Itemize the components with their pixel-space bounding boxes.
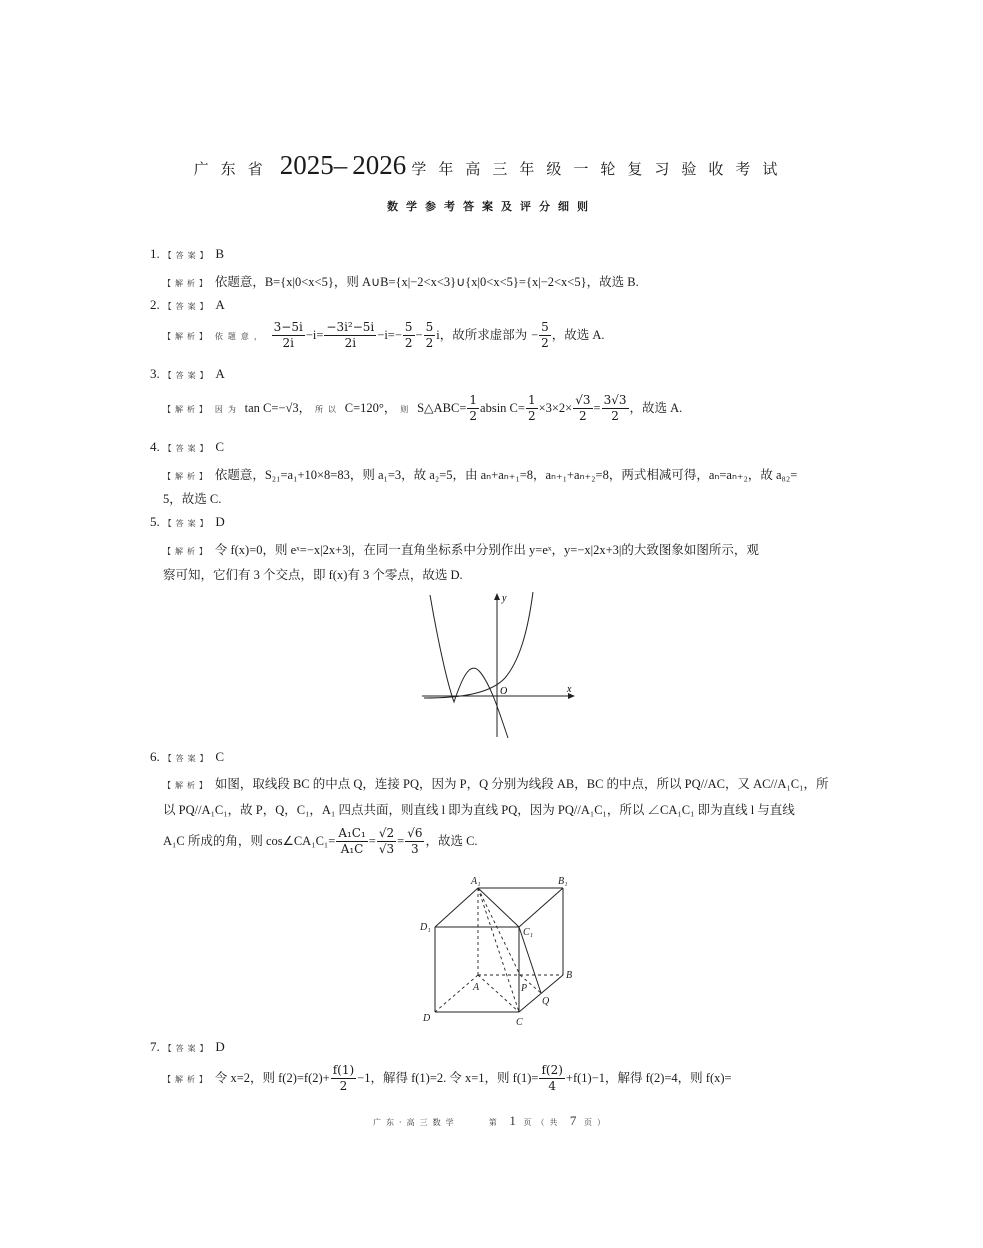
- fraction: $\frac{f(2)}{4}$: [541, 1063, 563, 1093]
- q5-number: 5.: [150, 514, 160, 529]
- answer-label: 【答案】: [163, 444, 212, 453]
- page-total: 7: [569, 1113, 577, 1128]
- vertex-d: D: [423, 1013, 431, 1024]
- q6-analysis-line3: A₁C 所成的角，则 cos∠CA₁C₁= $\frac{\text{A₁C₁}}{\text{A₁C}}$ = $\frac{√2}{√3}$ = $\frac{√6}{3}$ ，故选 C.: [163, 826, 478, 856]
- title-year-end: 2026: [352, 150, 407, 180]
- vertex-b1: B₁: [558, 876, 568, 887]
- exp-curve: [424, 592, 533, 698]
- answer-label: 【答案】: [163, 754, 212, 763]
- title-suffix: 学年高三年级一轮复习验收考试: [411, 160, 790, 178]
- q5-answer-line: [150, 514, 225, 530]
- q5-answer: D: [215, 514, 225, 529]
- fraction: $\frac{5}{2}$: [541, 320, 549, 350]
- q7-analysis: 【解析】 令 x=2，则 f(2)=f(2)+ $\frac{f(1)}{2}$ −1，解得 f(1)=2. 令 x=1，则 f(1)= $\frac{f(2)}{4}$ +f(1)−1，解得 f(2)=4，则 f(x)=: [163, 1063, 732, 1093]
- q1-number: 1.: [150, 246, 160, 261]
- fraction: $\frac{1}{2}$: [527, 393, 536, 423]
- q3-answer: A: [215, 366, 225, 381]
- fraction: $\frac{√2}{√3}$: [378, 826, 395, 856]
- q6-number: 6.: [150, 749, 160, 764]
- analysis-label: 【解析】: [163, 472, 211, 481]
- q1-answer: B: [215, 246, 225, 261]
- q2-answer: A: [215, 297, 225, 312]
- y-axis-arrow: [494, 593, 500, 600]
- point-q: Q: [542, 996, 550, 1007]
- page-number: 1: [509, 1113, 516, 1128]
- q3-number: 3.: [150, 366, 160, 381]
- q4-analysis: [163, 465, 797, 483]
- analysis-label: 【解析】: [163, 279, 211, 288]
- fraction: $\frac{5}{2}$: [404, 320, 413, 350]
- q6-analysis-line2: 以 PQ//A₁C₁，故 P，Q，C₁，A₁ 四点共面，则直线 l 即为直线 PQ，因为 PQ//A₁C₁，所以 ∠CA₁C₁ 即为直线 l 与直线: [163, 803, 795, 817]
- q7-answer: D: [215, 1039, 225, 1054]
- q4-analysis-line2: 5，故选 C.: [163, 492, 222, 506]
- abs-curve: [430, 595, 508, 738]
- page-title: [0, 150, 983, 181]
- page-subtitle: 数学参考答案及评分细则: [387, 200, 596, 213]
- q6-cube-figure: [415, 872, 585, 1032]
- fraction: $\frac{√6}{3}$: [407, 826, 423, 856]
- analysis-label: 【解析】: [163, 781, 211, 790]
- q4-answer: C: [215, 439, 225, 454]
- answer-label: 【答案】: [163, 302, 212, 311]
- vertex-a: A: [473, 982, 480, 993]
- analysis-label: 【解析】: [163, 332, 211, 341]
- vertex-c1: C₁: [523, 927, 534, 938]
- q2-answer-line: [150, 297, 225, 313]
- q5-function-graph: [420, 590, 580, 740]
- point-p: P: [521, 983, 528, 994]
- analysis-label: 【解析】: [163, 405, 211, 414]
- fraction: $\frac{1}{2}$: [469, 393, 478, 423]
- q7-answer-line: [150, 1039, 225, 1055]
- q2-analysis: 【解析】 依题意， $\frac{3-5i}{2i}$ −i= $\frac{\text{−3i²−5i}}{2i}$ −i=− $\frac{5}{2}$ − $\frac{5}{2}$ i，故所求虚部为 − $\frac{5}{2}$ ，故选 A.: [163, 320, 605, 350]
- q6-answer: C: [215, 749, 225, 764]
- fraction: $\frac{\text{A₁C₁}}{\text{A₁C}}$: [338, 826, 366, 856]
- q3-answer-line: [150, 366, 225, 382]
- fraction: $\frac{√3}{2}$: [575, 393, 591, 423]
- q6-analysis: 【解析】 如图，取线段 BC 的中点 Q，连接 PQ，因为 P，Q 分别为线段 AB，BC 的中点，所以 PQ//AC，又 AC//A₁C₁，所: [163, 777, 829, 791]
- page-footer: 广东·高三数学 第 1 页（共 7 页）: [373, 1113, 610, 1128]
- q4-number: 4.: [150, 439, 160, 454]
- q6-answer-line: [150, 749, 224, 765]
- q1-analysis: [163, 272, 639, 290]
- q5-analysis-line2: 察可知，它们有 3 个交点，即 f(x)有 3 个零点，故选 D.: [163, 568, 463, 582]
- fraction: $\frac{3√3}{2}$: [603, 393, 627, 423]
- analysis-label: 【解析】: [163, 547, 211, 556]
- vertex-a1: A₁: [471, 876, 481, 887]
- vertex-c: C: [516, 1017, 523, 1028]
- q1-answer-line: [150, 246, 224, 262]
- q5-analysis: 【解析】 令 f(x)=0，则 eˣ=−x|2x+3|，在同一直角坐标系中分别作出 y=eˣ，y=−x|2x+3|的大致图象如图所示，观: [163, 543, 759, 557]
- answer-label: 【答案】: [163, 371, 212, 380]
- fraction: $\frac{3-5i}{2i}$: [273, 320, 303, 350]
- q4-analysis-text: 依题意，S₂₁=a₁+10×8=83，则 a₁=3，故 a₂=5，由 aₙ+aₙ₊₁=8，aₙ₊₁+aₙ₊₂=8，两式相减可得，aₙ=aₙ₊₂，故 a₈₂=: [214, 468, 798, 482]
- q4-answer-line: [150, 439, 224, 455]
- origin-label: O: [500, 686, 508, 697]
- footer-label: 广东·高三数学: [373, 1118, 459, 1127]
- fraction: $\frac{\text{−3i²−5i}}{2i}$: [326, 320, 375, 350]
- title-prefix: 广东省: [193, 160, 275, 178]
- answer-label: 【答案】: [163, 1044, 212, 1053]
- q2-number: 2.: [150, 297, 160, 312]
- analysis-label: 【解析】: [163, 1075, 211, 1084]
- q1-analysis-text: 依题意，B={x|0<x<5}，则 A∪B={x|−2<x<3}∪{x|0<x<5}={x|−2<x<5}，故选 B.: [214, 275, 639, 289]
- q3-analysis: 【解析】 因为 tan C=−√3， 所以 C=120°， 则 S△ABC= $\frac{1}{2}$ absin C= $\frac{1}{2}$ ×3×2× $\frac{√3}{2}$ = $\frac{3√3}{2}$ ，故选 A.: [163, 393, 683, 423]
- fraction: $\frac{5}{2}$: [425, 320, 434, 350]
- vertex-b: B: [566, 970, 573, 981]
- answer-label: 【答案】: [163, 251, 212, 260]
- x-axis-label: x: [567, 684, 572, 695]
- y-axis-label: y: [502, 593, 507, 604]
- vertex-d1: D₁: [420, 922, 431, 933]
- title-year-start: 2025–: [279, 150, 348, 180]
- fraction: $\frac{f(1)}{2}$: [332, 1063, 355, 1093]
- q7-number: 7.: [150, 1039, 160, 1054]
- answer-label: 【答案】: [163, 519, 212, 528]
